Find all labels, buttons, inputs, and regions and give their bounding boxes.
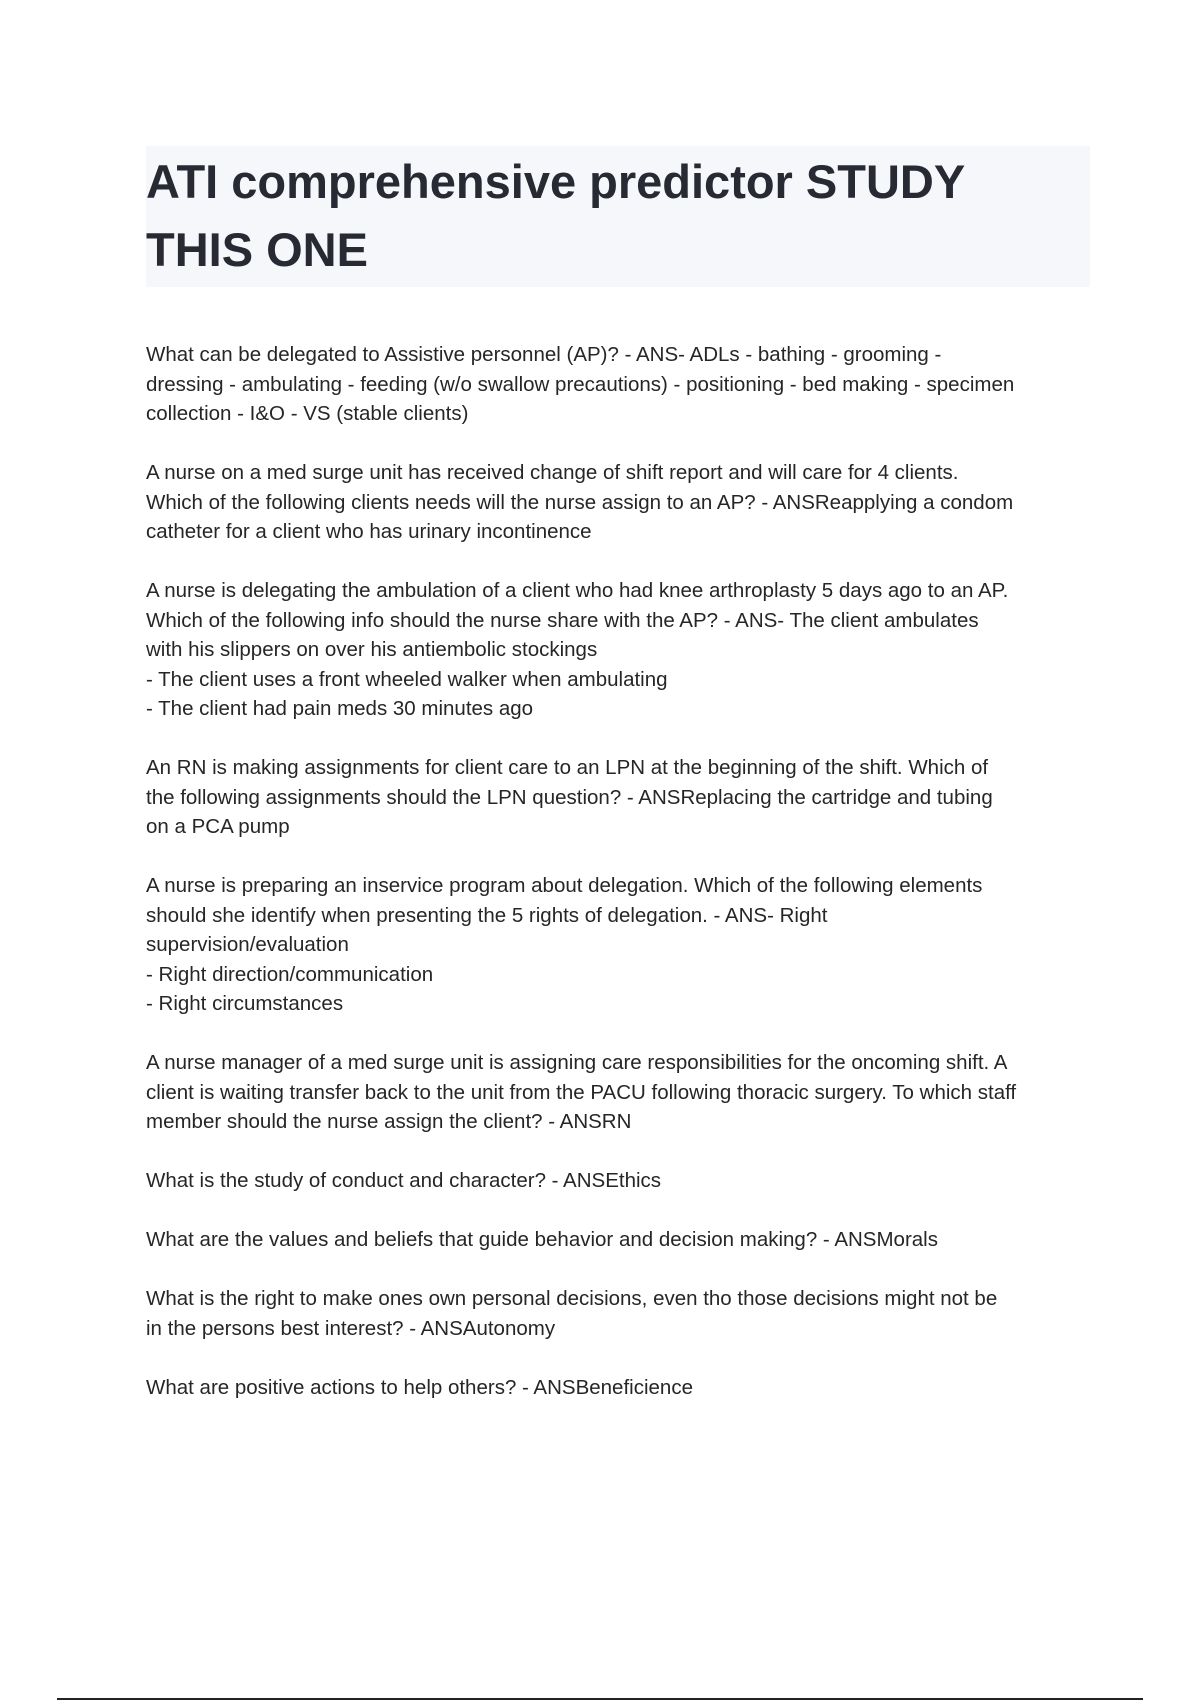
qa-entry-line: the following assignments should the LPN question? - ANSReplacing the cartridge and tubing — [146, 785, 993, 809]
qa-entry-line: should she identify when presenting the 5 rights of delegation. - ANS- Right — [146, 903, 828, 927]
qa-entry-line: An RN is making assignments for client care to an LPN at the beginning of the shift. Which of — [146, 756, 989, 779]
qa-entry-line: What is the study of conduct and character? - ANSEthics — [146, 1169, 662, 1192]
qa-entry-line: client is waiting transfer back to the unit from the PACU following thoracic surgery. To which staff — [146, 1080, 1017, 1104]
document-title — [146, 146, 1090, 284]
qa-entry — [146, 753, 1086, 842]
qa-entry-line: dressing - ambulating - feeding (w/o swallow precautions) - positioning - bed making - specimen — [146, 372, 1015, 396]
qa-entry — [146, 1284, 1086, 1343]
qa-entry-line: in the persons best interest? - ANSAutonomy — [146, 1316, 556, 1340]
qa-entry-line: - The client uses a front wheeled walker when ambulating — [146, 667, 668, 691]
qa-entry-line: - The client had pain meds 30 minutes ago — [146, 697, 534, 720]
qa-entry — [146, 871, 1086, 1019]
qa-entry-line: - Right direction/communication — [146, 962, 434, 986]
qa-list — [146, 340, 1086, 1432]
qa-entry — [146, 1048, 1086, 1137]
qa-entry-line: member should the nurse assign the client? - ANSRN — [146, 1110, 632, 1133]
qa-entry-line: A nurse manager of a med surge unit is assigning care responsibilities for the oncoming shift. A — [146, 1051, 1008, 1074]
qa-entry — [146, 576, 1086, 724]
qa-entry — [146, 1166, 1086, 1196]
qa-entry — [146, 1373, 1086, 1403]
qa-entry-line: catheter for a client who has urinary incontinence — [146, 520, 592, 543]
title-banner — [146, 146, 1090, 287]
qa-entry-line: on a PCA pump — [146, 815, 290, 838]
qa-entry-line: What are positive actions to help others? - ANSBeneficience — [146, 1375, 693, 1399]
qa-entry-line: Which of the following info should the nurse share with the AP? - ANS- The client ambulates — [146, 608, 979, 632]
qa-entry-line: supervision/evaluation — [146, 933, 349, 956]
qa-entry-line: with his slippers on over his antiembolic stockings — [146, 638, 598, 661]
qa-entry — [146, 458, 1086, 547]
qa-entry-line: What can be delegated to Assistive personnel (AP)? - ANS- ADLs - bathing - grooming - — [146, 343, 942, 366]
qa-entry-line: What is the right to make ones own personal decisions, even tho those decisions might not be — [146, 1287, 998, 1310]
qa-entry-line: A nurse is preparing an inservice program about delegation. Which of the following elements — [146, 874, 983, 897]
qa-entry-line: What are the values and beliefs that guide behavior and decision making? - ANSMorals — [146, 1228, 938, 1251]
qa-entry-line: collection - I&O - VS (stable clients) — [146, 402, 469, 425]
qa-entry — [146, 340, 1086, 429]
qa-entry-line: A nurse is delegating the ambulation of a client who had knee arthroplasty 5 days ago to an AP. — [146, 579, 1009, 602]
qa-entry — [146, 1225, 1086, 1255]
qa-entry-line: - Right circumstances — [146, 992, 344, 1015]
document-title-line-2: THIS ONE — [146, 223, 368, 276]
qa-entry-line: Which of the following clients needs will the nurse assign to an AP? - ANSReapplying a condom — [146, 490, 1014, 514]
document-title-line-1: ATI comprehensive predictor STUDY — [146, 155, 966, 208]
qa-entry-line: A nurse on a med surge unit has received change of shift report and will care for 4 clients. — [146, 461, 959, 484]
